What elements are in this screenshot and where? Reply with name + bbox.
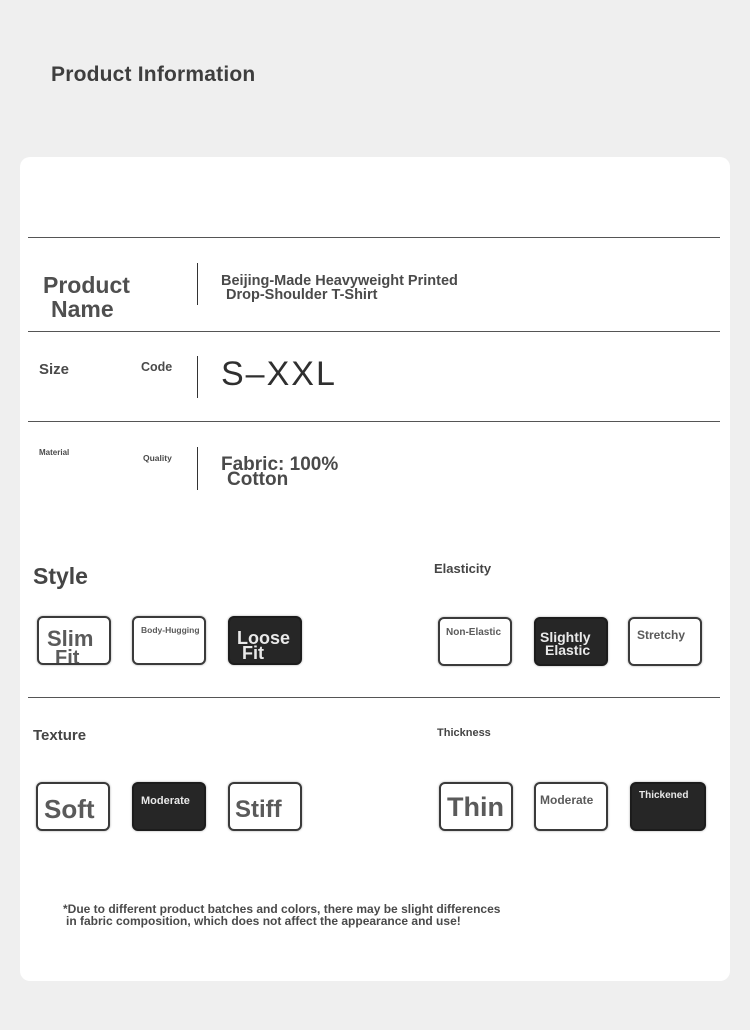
note-line1: *Due to different product batches and colors, there may be slight differences xyxy=(63,902,501,916)
page-title: Product Information xyxy=(51,63,256,86)
option-label: Slightly xyxy=(540,629,591,645)
disclaimer-note xyxy=(63,904,500,927)
style-title: Style xyxy=(33,563,88,589)
style-option-body-hugging[interactable] xyxy=(132,616,206,665)
elasticity-option-slightly-elastic[interactable] xyxy=(534,617,608,666)
elasticity-option-non-elastic[interactable] xyxy=(438,617,512,666)
style-option-slim-fit[interactable] xyxy=(37,616,111,665)
product-name-value-line1: Beijing-Made Heavyweight Printed xyxy=(221,273,458,289)
option-label: Thin xyxy=(447,792,504,822)
option-label: Body-Hugging xyxy=(141,625,200,635)
product-name-label-line1: Product xyxy=(43,272,130,298)
option-label: Moderate xyxy=(141,795,190,807)
divider xyxy=(28,331,720,332)
product-name-label xyxy=(43,273,130,321)
divider xyxy=(28,697,720,698)
option-label: Fit xyxy=(55,647,80,665)
thickness-option-thickened[interactable] xyxy=(630,782,706,831)
fabric-value-line1: Fabric: 100% xyxy=(221,454,339,475)
divider-vertical xyxy=(197,356,198,398)
size-label: Size xyxy=(39,361,70,378)
product-info-card xyxy=(20,157,730,981)
elasticity-option-stretchy[interactable] xyxy=(628,617,702,666)
option-label: Loose xyxy=(237,628,291,648)
fabric-value-line2: Cotton xyxy=(227,469,289,490)
divider xyxy=(28,237,720,238)
texture-option-moderate[interactable] xyxy=(132,782,206,831)
fabric-value xyxy=(221,454,339,490)
style-option-loose-fit[interactable] xyxy=(228,616,302,665)
option-label: Soft xyxy=(44,794,95,824)
option-label: Slim xyxy=(47,626,94,651)
code-label: Code xyxy=(141,360,173,374)
thickness-title: Thickness xyxy=(437,727,491,739)
texture-option-stiff[interactable] xyxy=(228,782,302,831)
option-label: Elastic xyxy=(545,642,591,658)
divider-vertical xyxy=(197,263,198,305)
elasticity-title: Elasticity xyxy=(434,561,492,576)
texture-option-soft[interactable] xyxy=(36,782,110,831)
product-name-value-line2: Drop-Shoulder T-Shirt xyxy=(226,287,378,303)
size-value: S–XXL xyxy=(221,355,337,393)
material-label: Material xyxy=(39,448,70,457)
texture-title: Texture xyxy=(33,727,87,744)
option-label: Stiff xyxy=(235,796,282,823)
note-line2: in fabric composition, which does not affect the appearance and use! xyxy=(66,913,461,928)
thickness-option-thin[interactable] xyxy=(439,782,513,831)
divider-vertical xyxy=(197,447,198,490)
divider xyxy=(28,421,720,422)
option-label: Thickened xyxy=(639,790,689,801)
thickness-option-moderate[interactable] xyxy=(534,782,608,831)
option-label: Stretchy xyxy=(637,628,686,642)
option-label: Moderate xyxy=(540,793,594,807)
product-name-label-line2: Name xyxy=(51,296,114,322)
quality-label: Quality xyxy=(143,453,172,463)
option-label: Fit xyxy=(242,643,264,663)
option-label: Non-Elastic xyxy=(446,627,502,638)
product-name-value xyxy=(221,274,458,302)
